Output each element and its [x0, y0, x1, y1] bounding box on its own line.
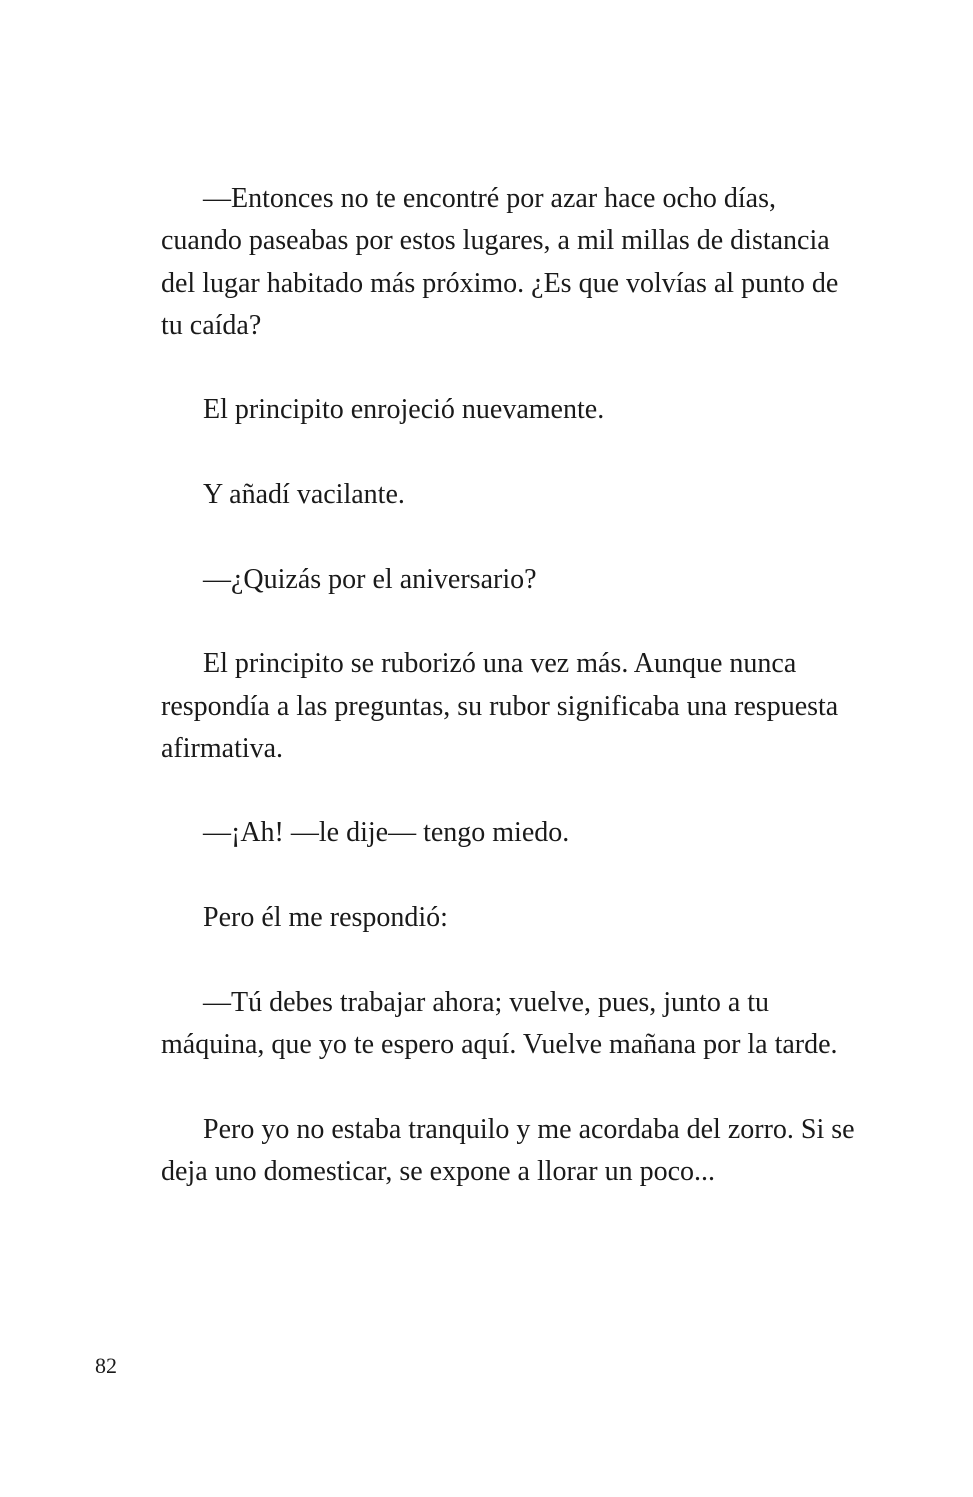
text-line: tu caída?: [161, 309, 262, 341]
body-text: [161, 178, 901, 1235]
paragraph-9: [161, 1109, 901, 1194]
paragraph-3: [161, 474, 901, 516]
text-line: cuando paseabas por estos lugares, a mil millas de distancia: [161, 225, 830, 257]
paragraph-2: [161, 389, 901, 431]
paragraph-4: [161, 559, 901, 601]
text-line: —Entonces no te encontré por azar hace ocho días,: [203, 183, 776, 214]
text-line: afirmativa.: [161, 732, 284, 764]
text-line: Pero yo no estaba tranquilo y me acordaba del zorro. Si se: [203, 1113, 855, 1145]
text-line: —¿Quizás por el aniversario?: [203, 563, 537, 595]
paragraph-5: [161, 643, 901, 770]
text-line: del lugar habitado más próximo. ¿Es que volvías al punto de: [161, 267, 839, 299]
text-line: respondía a las preguntas, su rubor significaba una respuesta: [161, 690, 839, 722]
paragraph-1: [161, 178, 901, 347]
text-line: El principito enrojeció nuevamente.: [203, 394, 605, 426]
text-line: El principito se ruborizó una vez más. Aunque nunca: [203, 648, 797, 680]
page-number: 82: [95, 1353, 117, 1378]
paragraph-7: [161, 897, 901, 939]
text-line: Y añadí vacilante.: [203, 479, 405, 511]
text-line: deja uno domesticar, se expone a llorar un poco...: [161, 1155, 716, 1187]
text-line: Pero él me respondió:: [203, 902, 448, 934]
paragraph-6: [161, 812, 901, 854]
text-line: —¡Ah! —le dije— tengo miedo.: [203, 817, 570, 849]
paragraph-8: [161, 982, 901, 1067]
text-line: máquina, que yo te espero aquí. Vuelve mañana por la tarde.: [161, 1028, 838, 1060]
text-line: —Tú debes trabajar ahora; vuelve, pues, junto a tu: [203, 986, 770, 1018]
